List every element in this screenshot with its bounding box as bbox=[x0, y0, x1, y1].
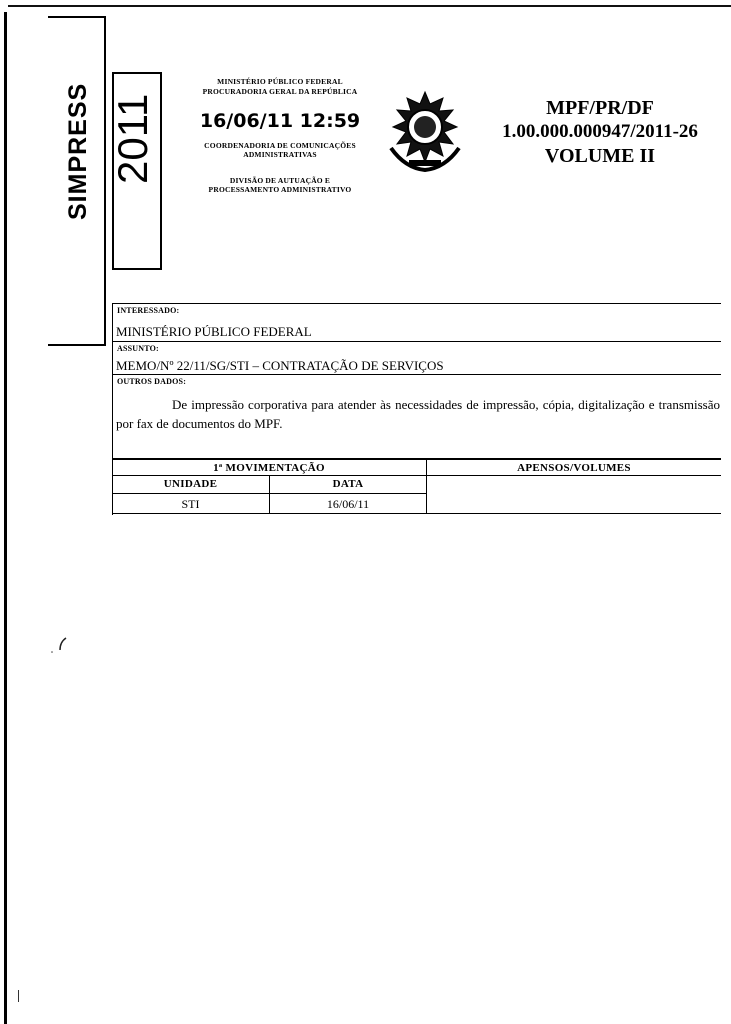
attorney-general-header: PROCURADORIA GERAL DA REPÚBLICA bbox=[202, 87, 358, 96]
divider-interessado-top bbox=[112, 303, 721, 304]
col-unidade-header: UNIDADE bbox=[163, 478, 218, 490]
process-office: MPF/PR/DF bbox=[546, 97, 654, 119]
table-bottom-border bbox=[112, 513, 721, 514]
protocol-datetime: 16/06/11 12:59 bbox=[199, 110, 361, 132]
row-data-cell: 16/06/11 bbox=[326, 497, 370, 511]
col-data-header: DATA bbox=[332, 478, 364, 490]
table-header-divider bbox=[112, 475, 721, 476]
apensos-header: APENSOS/VOLUMES bbox=[517, 462, 631, 474]
year-label: 2011 bbox=[109, 93, 156, 184]
table-col-divider bbox=[269, 475, 270, 514]
assunto-label: ASSUNTO: bbox=[117, 344, 159, 353]
coordination-line-2: ADMINISTRATIVAS bbox=[243, 150, 317, 159]
scan-top-edge bbox=[8, 5, 731, 7]
assunto-value: MEMO/Nº 22/11/SG/STI – CONTRATAÇÃO DE SERVIÇOS bbox=[116, 358, 444, 373]
interessado-value: MINISTÉRIO PÚBLICO FEDERAL bbox=[116, 324, 312, 339]
divider-outros-top bbox=[112, 374, 721, 375]
scan-mark-bottom bbox=[18, 990, 19, 1002]
coat-of-arms-icon bbox=[385, 90, 465, 172]
process-number: 1.00.000.000947/2011-26 bbox=[502, 121, 698, 142]
outros-dados-text: De impressão corporativa para atender às necessidades de impressão, cópia, digitalização e transmissão por fax de documentos do MPF. bbox=[116, 397, 720, 431]
process-volume: VOLUME II bbox=[544, 145, 656, 167]
division-line-2: PROCESSAMENTO ADMINISTRATIVO bbox=[208, 185, 352, 194]
table-top-border bbox=[112, 458, 721, 460]
outros-dados-label: OUTROS DADOS: bbox=[117, 377, 187, 386]
simpress-label: SIMPRESS bbox=[64, 82, 92, 220]
coordination-line-1: COORDENADORIA DE COMUNICAÇÕES bbox=[204, 141, 356, 150]
movement-title: 1ª MOVIMENTAÇÃO bbox=[213, 462, 325, 474]
row-unidade-cell: STI bbox=[181, 497, 200, 511]
divider-assunto-top bbox=[112, 341, 721, 342]
interessado-label: INTERESSADO: bbox=[117, 306, 180, 315]
ministry-header: MINISTÉRIO PÚBLICO FEDERAL bbox=[217, 77, 343, 86]
scan-mark-icon bbox=[48, 634, 78, 664]
table-apensos-divider bbox=[426, 459, 427, 514]
outros-dados-value bbox=[116, 395, 720, 433]
scan-left-edge bbox=[4, 12, 7, 1024]
division-line-1: DIVISÃO DE AUTUAÇÃO E bbox=[229, 176, 331, 185]
